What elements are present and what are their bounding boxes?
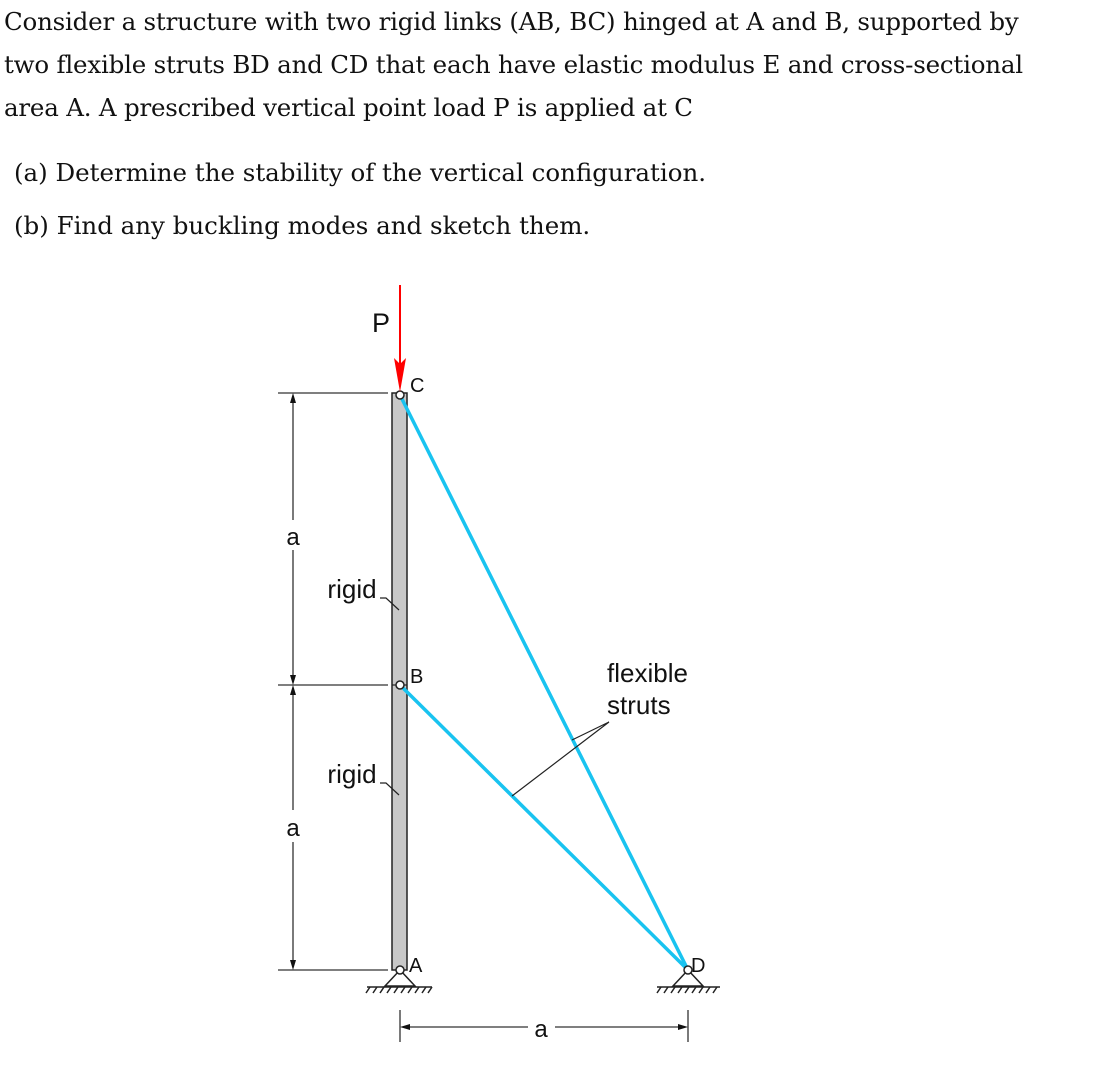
intro-line-2: two flexible struts BD and CD that each have elastic modulus E and cross-sectional (4, 50, 1023, 79)
point-label-b: B (410, 666, 424, 688)
intro-line-3: area A. A prescribed vertical point load P is applied at C (4, 93, 693, 122)
strut-bd (400, 685, 688, 970)
point-label-c: C (410, 375, 425, 397)
dim-label-ab: a (286, 815, 300, 842)
part-b: (b) Find any buckling modes and sketch them. (14, 211, 591, 240)
dim-label-bc: a (286, 524, 300, 551)
hinge-a (396, 966, 404, 974)
rigid-label-bc: rigid (327, 574, 377, 604)
part-a: (a) Determine the stability of the vertical configuration. (14, 158, 707, 187)
dim-label-ad: a (534, 1016, 548, 1043)
rigid-label-ab: rigid (327, 759, 377, 789)
hinge-c (396, 391, 404, 399)
point-label-d: D (691, 955, 706, 977)
strut-label-line-1: flexible (607, 658, 688, 688)
strut-label-line-2: struts (607, 690, 671, 720)
hinge-b (396, 681, 404, 689)
load-label: P (371, 308, 391, 338)
point-label-a: A (409, 955, 423, 977)
intro-line-1: Consider a structure with two rigid links (AB, BC) hinged at A and B, supported by (4, 7, 1019, 36)
